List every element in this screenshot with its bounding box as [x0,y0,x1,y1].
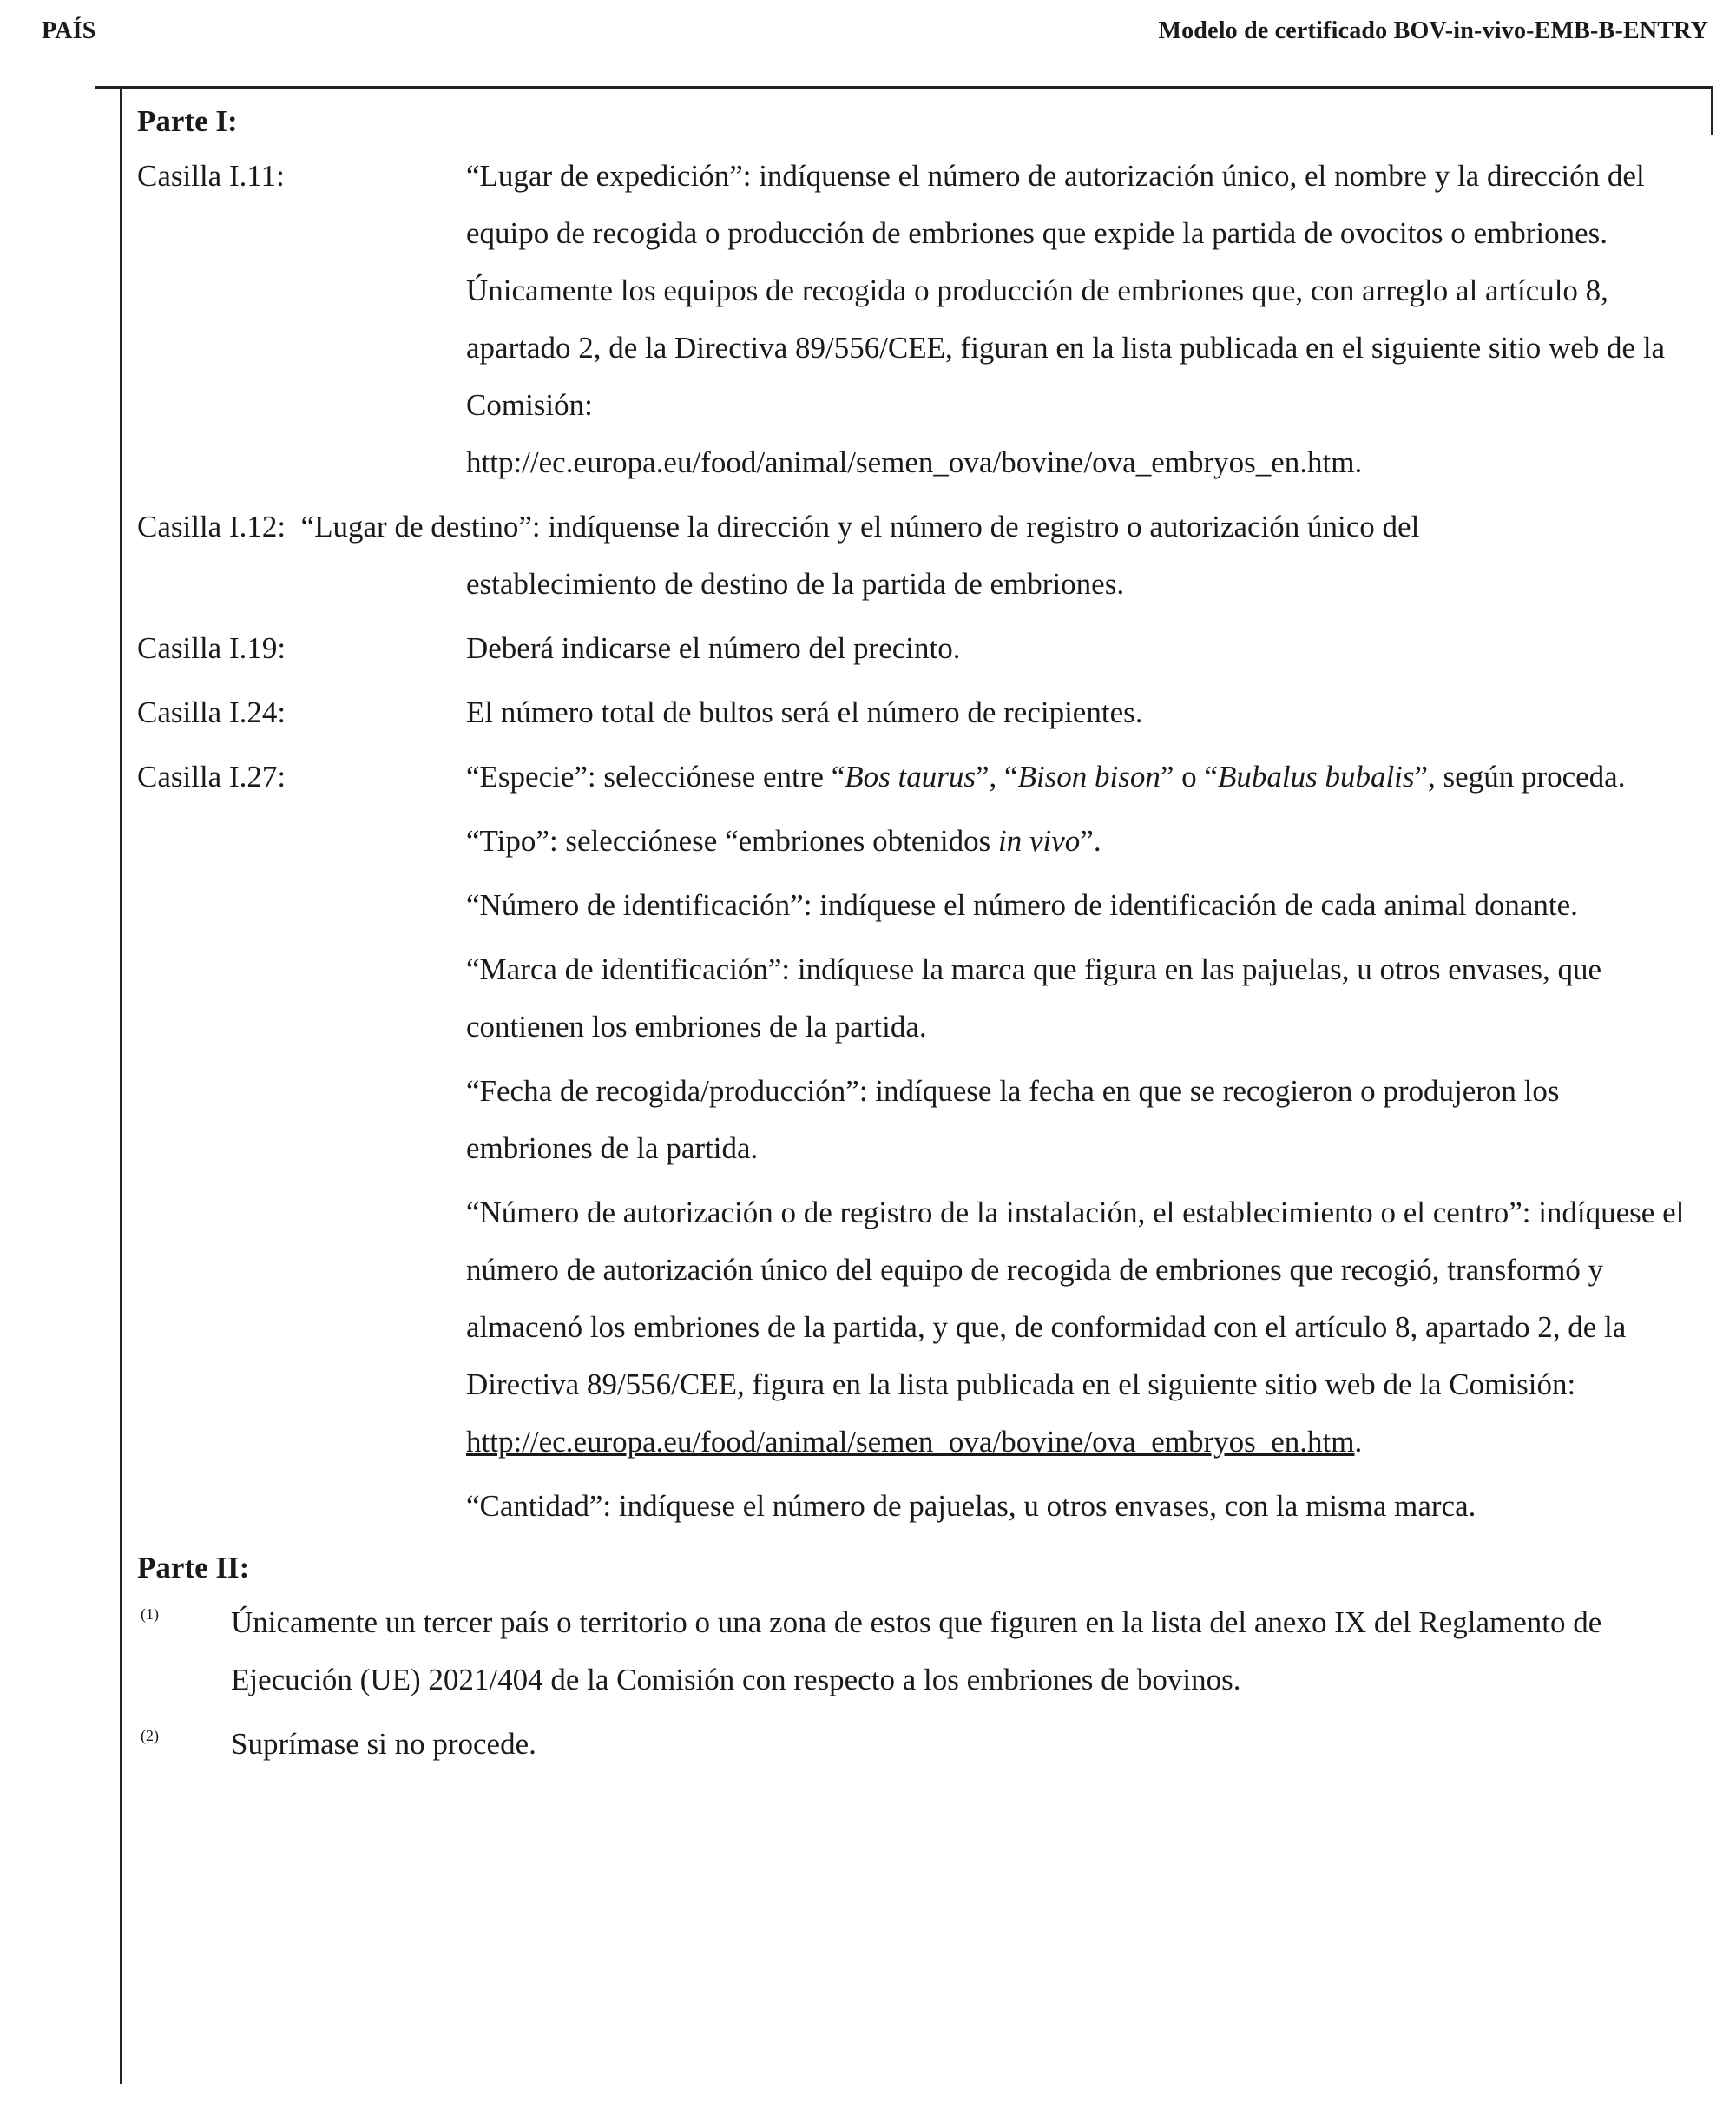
box-i27 [137,748,1691,1542]
box-i11-text: “Lugar de expedición”: indíquense el número de autorización único, el nombre y la dirección del equipo de recogida o producción de embriones que expide la partida de ovocitos o embriones. Únicamente los equipos de recogida o producción de embriones que, con arreglo al artículo 8, apartado 2, de la Directiva 89/556/CEE, figuran en la lista publicada en el siguiente sitio web de la Comisión: [466,159,1666,422]
frame-right-rule [1711,87,1713,135]
box-i19-text: Deberá indicarse el número del precinto. [466,631,961,665]
box-i11 [137,148,1691,498]
box-i11-url[interactable]: http://ec.europa.eu/food/animal/semen_ova/bovine/ova_embryos_en.htm. [466,445,1363,479]
part2-title: Parte II: [137,1551,250,1584]
box-i27-url-line: http://ec.europa.eu/food/animal/semen_ova/bovine/ova_embryos_en.htm. [466,1425,1363,1459]
frame-left-rule [120,87,122,2084]
box-i27-tipo: “Tipo”: selecciónese “embriones obtenidos in vivo”. [466,824,1101,858]
box-i27-label: Casilla I.27: [137,760,286,794]
box-i11-label: Casilla I.11: [137,159,285,193]
footnote-1-number: (1) [141,1605,159,1623]
box-i27-marca: “Marca de identificación”: indíquese la marca que figura en las pajuelas, u otros envases, que contienen los embriones de la partida. [466,952,1602,1044]
header-model-title: Modelo de certificado BOV-in-vivo-EMB-B-ENTRY [1158,17,1708,44]
footnote-2 [137,1716,1691,1773]
box-i12-label: Casilla I.12: [137,510,286,544]
box-i27-cantidad: “Cantidad”: indíquese el número de pajuelas, u otros envases, con la misma marca. [466,1489,1476,1523]
frame-top-rule [95,86,1713,89]
in-vivo-term: in vivo [998,824,1081,858]
species-bos-taurus: Bos taurus [845,760,976,794]
header-country: PAÍS [42,17,96,44]
box-i24-text: El número total de bultos será el número de recipientes. [466,695,1143,729]
box-i12-continuation: establecimiento de destino de la partida de embriones. [466,567,1125,601]
box-i24-label: Casilla I.24: [137,695,286,729]
box-i27-numero: “Número de identificación”: indíquese el número de identificación de cada animal donante. [466,888,1578,922]
footnote-2-text: Suprímase si no procede. [231,1727,536,1761]
box-i12 [137,498,1691,613]
footnote-1-text: Únicamente un tercer país o territorio o una zona de estos que figuren en la lista del anexo IX del Reglamento de Ejecución (UE) 2021/404 de la Comisión con respecto a los embriones de bovinos. [231,1605,1602,1696]
box-i19 [137,620,1691,677]
box-i24 [137,684,1691,741]
species-bubalus-bubalis: Bubalus bubalis [1217,760,1415,794]
footnote-2-number: (2) [141,1727,159,1744]
box-i27-autorizacion: “Número de autorización o de registro de la instalación, el establecimiento o el centro”: indíquese el número de autorización único del equipo de recogida de embriones que recogió, transformó y almacenó los embriones de la partida, y que, de conformidad con el artículo 8, apartado 2, de la Directiva 89/556/CEE, figura en la lista publicada en el siguiente sitio web de la Comisión: [466,1196,1685,1401]
box-i27-url[interactable]: http://ec.europa.eu/food/animal/semen_ova/bovine/ova_embryos_en.htm [466,1425,1355,1459]
box-i12-first-line: “Lugar de destino”: indíquense la dirección y el número de registro o autorización único del [300,510,1420,544]
footnote-1 [137,1594,1691,1709]
box-i19-label: Casilla I.19: [137,631,286,665]
species-bison-bison: Bison bison [1017,760,1161,794]
part1-title: Parte I: [137,104,238,138]
box-i27-fecha: “Fecha de recogida/producción”: indíquese la fecha en que se recogieron o produjeron los embriones de la partida. [466,1074,1560,1165]
notes-content [137,96,1691,1773]
box-i27-especie: “Especie”: selecciónese entre “Bos taurus”, “Bison bison” o “Bubalus bubalis”, según proceda. [466,760,1626,794]
